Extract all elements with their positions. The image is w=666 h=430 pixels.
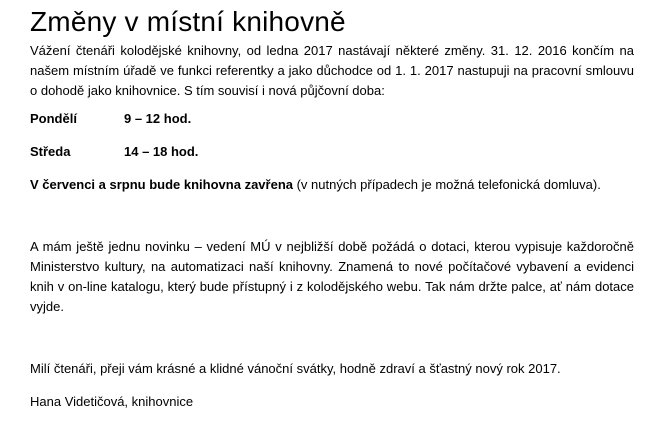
intro-paragraph: Vážení čtenáři kolodějské knihovny, od ledna 2017 nastávají některé změny. 31. 12. 2016 končím na našem místním úřadě ve funkci referentky a jako důchodce od 1. 1. 2017 nastupuji na pracovní smlouvu o dohodě jako knihovnice. S tím souvisí i nová půjčovní doba: xyxy=(30,43,634,98)
document-page xyxy=(30,4,634,412)
news-paragraph: A mám ještě jednu novinku – vedení MÚ v nejbližší době požádá o dotaci, kterou vypisuje každoročně Ministerstvo kultury, na automatizaci naší knihovny. Znamená to nové počítačové vybavení a evidenci knih v on-line katalogu, který bude přístupný i z kolodějského webu. Tak nám držte palce, ať nám dotace vyjde. xyxy=(30,239,634,314)
hours-row-monday xyxy=(30,109,634,129)
document-title: Změny v místní knihovně xyxy=(30,6,346,37)
hours-time: 9 – 12 hod. xyxy=(124,111,192,126)
hours-day: Středa xyxy=(30,144,71,159)
hours-day: Pondělí xyxy=(30,111,77,126)
closure-notice xyxy=(30,175,634,195)
hours-row-wednesday xyxy=(30,142,634,162)
closure-notice-bold: V červenci a srpnu bude knihovna zavřena xyxy=(30,177,293,192)
hours-time: 14 – 18 hod. xyxy=(124,144,199,159)
greeting-paragraph: Milí čtenáři, přeji vám krásné a klidné vánoční svátky, hodně zdraví a šťastný nový rok 2017. xyxy=(30,361,561,376)
signature: Hana Videtičová, knihovnice xyxy=(30,394,194,409)
closure-notice-rest: (v nutných případech je možná telefonická domluva). xyxy=(292,177,601,192)
